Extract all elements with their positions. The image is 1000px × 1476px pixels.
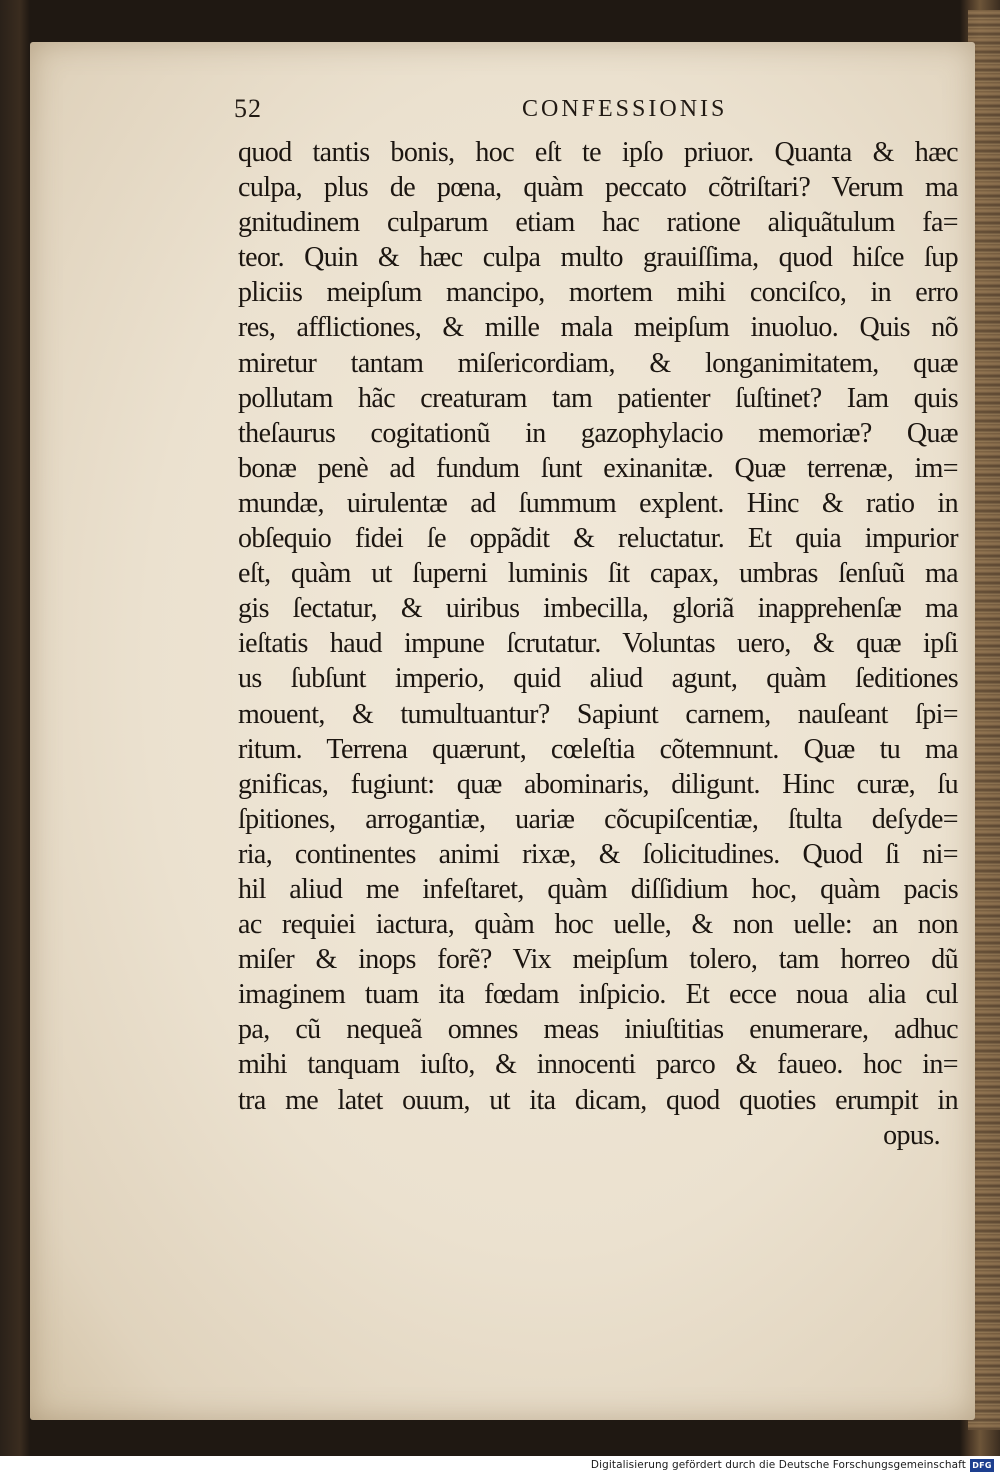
text-line: ritum. Terrena quærunt, cœleſtia cõtemnunt. Quæ tu ma — [238, 733, 958, 765]
text-line: theſaurus cogitationũ in gazophylacio memoriæ? Quæ — [238, 417, 958, 449]
book-page — [30, 42, 975, 1420]
text-line: teor. Quin & hæc culpa multo grauiſſima, quod hiſce ſup — [238, 242, 958, 274]
text-line: pa, cũ nequeã omnes meas iniuſtitias enumerare, adhuc — [238, 1014, 958, 1046]
text-line: bonæ penè ad fundum ſunt exinanitæ. Quæ terrenæ, im= — [238, 452, 958, 484]
text-line: opus. — [883, 1119, 940, 1151]
text-line: ſpitiones, arrogantiæ, uariæ cõcupiſcentiæ, ſtulta deſydе= — [238, 803, 958, 835]
text-line: gnitudinem culparum etiam hac ratione aliquãtulum fa= — [238, 207, 958, 239]
text-line: gnificas, fugiunt: quæ abominaris, diligunt. Hinc curæ, ſu — [238, 768, 958, 800]
text-line: tra me latet ouum, ut ita dicam, quod quoties erumpit in — [238, 1084, 958, 1116]
text-line: res, afflictiones, & mille mala meipſum inuoluo. Quis nõ — [238, 312, 958, 344]
running-head: CONFESSIONIS — [522, 96, 728, 122]
text-line: ac requiei iactura, quàm hoc uelle, & non uelle: an non — [238, 909, 958, 941]
body-text — [238, 135, 958, 1153]
text-line: ieſtatis haud impune ſcrutatur. Voluntas uero, & quæ ipſi — [238, 628, 958, 660]
text-line: miretur tantam miſericordiam, & longanimitatem, quæ — [238, 347, 958, 379]
text-line: ria, continentes animi rixæ, & ſolicitudines. Quod ſi ni= — [238, 838, 958, 870]
text-line: miſer & inops forẽ? Vix meipſum tolero, tam horreo dũ — [238, 944, 958, 976]
digitization-footer — [0, 1456, 1000, 1476]
text-line: obſequio fidei ſe oppãdit & reluctatur. Et quia impurior — [238, 523, 958, 555]
text-line: pollutam hãc creaturam tam patienter ſuſtinet? Iam quis — [238, 382, 958, 414]
text-line: mouent, & tumultuantur? Sapiunt carnem, nauſeant ſpi= — [238, 698, 958, 730]
text-line: quod tantis bonis, hoc eſt te ipſo priuor. Quanta & hæc — [238, 137, 958, 168]
text-line: culpa, plus de pœna, quàm peccato cõtriſtari? Verum ma — [238, 172, 958, 204]
text-line: mihi tanquam iuſto, & innocenti parco & faueo. hoc in= — [238, 1049, 958, 1081]
text-line: gis ſectatur, & uiribus imbecilla, gloriã inapprehenſæ ma — [238, 593, 958, 625]
text-line: eſt, quàm ut ſuperni luminis ſit capax, umbras ſenſuũ ma — [238, 558, 958, 590]
funding-credit: Digitalisierung gefördert durch die Deutsche Forschungsgemeinschaft — [590, 1459, 966, 1471]
text-line: imaginem tuam ita fœdam inſpicio. Et ecce noua alia cul — [238, 979, 958, 1011]
text-line: pliciis meipſum mancipo, mortem mihi conciſco, in erro — [238, 277, 958, 309]
text-line: hil aliud me infeſtaret, quàm diſſidium hoc, quàm pacis — [238, 873, 958, 905]
text-line: mundæ, uirulentæ ad ſummum explent. Hinc & ratio in — [238, 487, 958, 519]
dfg-logo: DFG — [970, 1459, 994, 1472]
page-number: 52 — [234, 94, 262, 123]
page-header — [30, 94, 975, 134]
text-line: us ſubſunt imperio, quid aliud agunt, quàm ſeditiones — [238, 663, 958, 695]
